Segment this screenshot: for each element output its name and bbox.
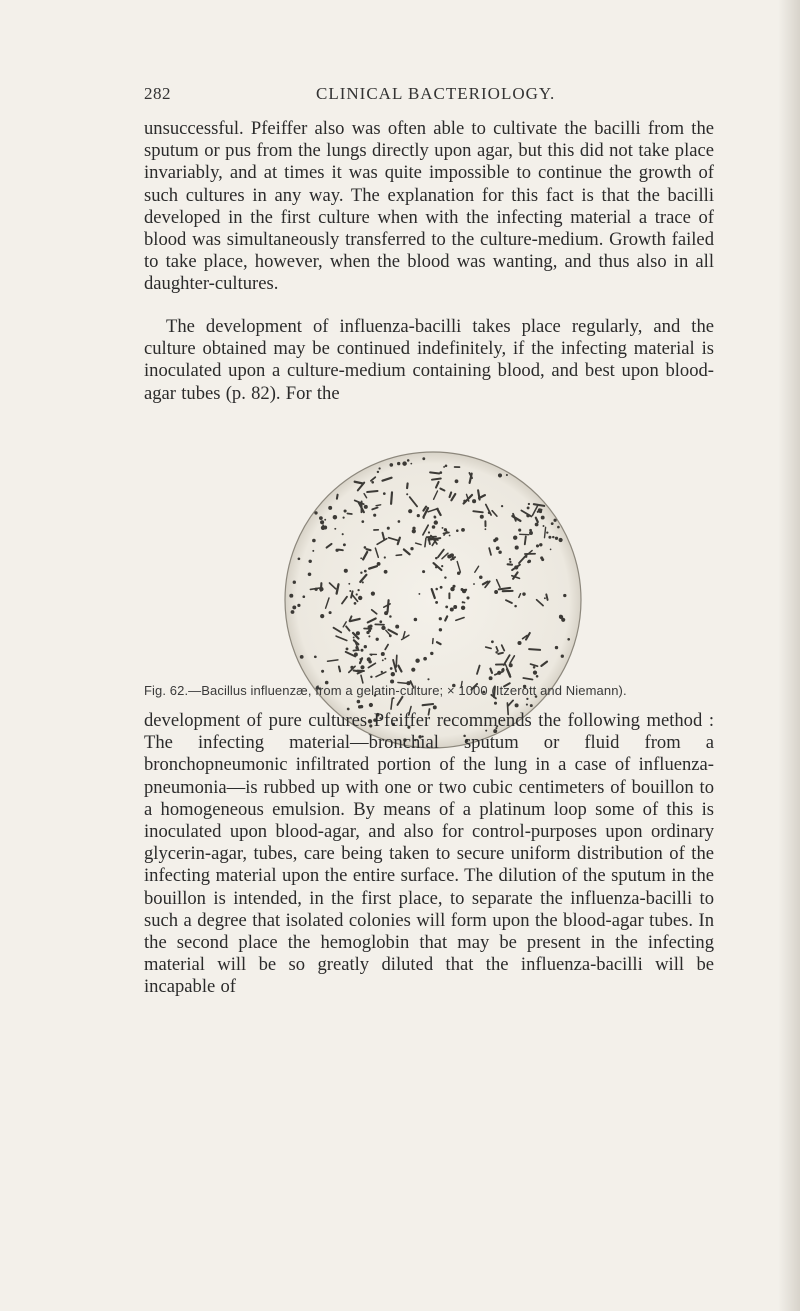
bacillus-rod [376,505,381,506]
running-head: CLINICAL BACTERIOLOGY. [316,84,556,103]
bacillus-dot [515,703,519,707]
bacillus-dot [381,652,385,656]
bacillus-rod [443,533,449,534]
bacillus-dot [391,672,395,676]
bacillus-dot [408,509,412,513]
bacillus-dot [289,594,293,598]
bacillus-dot [430,652,433,655]
bacillus-dot [410,547,413,550]
bacillus-dot [439,617,442,620]
bacillus-dot [360,572,362,574]
bacillus-dot [449,535,451,537]
bacillus-dot [441,565,443,567]
bacillus-dot [360,557,362,559]
bacillus-rod [396,655,397,667]
bacillus-dot [370,654,372,656]
bacillus-dot [439,628,442,631]
bacillus-dot [422,570,425,573]
bacillus-dot [444,576,446,578]
bacillus-dot [489,676,493,680]
bacillus-dot [368,660,371,663]
bacillus-dot [561,655,564,658]
bacillus-dot [343,543,346,546]
bacillus-dot [553,519,556,522]
bacillus-dot [292,605,296,609]
bacillus-dot [320,614,324,618]
bacillus-dot [522,592,525,595]
bacillus-dot [539,510,542,513]
bacillus-dot [402,461,406,465]
bacillus-dot [320,520,324,524]
bacillus-dot [501,505,503,507]
bacillus-dot [378,467,380,469]
bacillus-dot [384,658,386,660]
bacillus-dot [364,570,367,573]
bacillus-rod [425,538,426,546]
bacillus-rod [339,550,343,551]
bacillus-dot [344,569,348,573]
bacillus-dot [526,698,528,700]
bacillus-dot [528,503,530,505]
bacillus-dot [555,537,558,540]
bacillus-dot [493,539,496,542]
figure-caption: Fig. 62.—Bacillus influenzæ, from a gelatin-culture; × 1000 (Itzerott and Niemann). [144,683,627,698]
page-number: 282 [144,84,171,103]
bacillus-dot [364,505,368,509]
bacillus-dot [563,594,566,597]
bacillus-dot [433,705,437,709]
bacillus-rod [433,639,434,644]
bacillus-dot [395,625,399,629]
bacillus-dot [552,536,554,538]
bacillus-dot [546,531,548,533]
bacillus-dot [473,583,475,585]
bacillus-dot [536,675,539,678]
bacillus-dot [533,670,537,674]
bacillus-dot [361,520,364,523]
bacillus-dot [536,544,539,547]
bacillus-rod [432,479,441,480]
bacillus-dot [529,531,533,535]
bacillus-dot [312,539,316,543]
bacillus-dot [411,668,415,672]
bacillus-dot [370,676,372,678]
bacillus-dot [376,638,379,641]
bacillus-dot [443,466,445,468]
bacillus-dot [462,589,466,593]
bacillus-dot [383,492,386,495]
bacillus-dot [364,645,367,648]
bacillus-dot [461,606,465,610]
bacillus-rod [546,594,547,600]
bacillus-dot [355,646,358,649]
bacillus-dot [382,659,384,661]
bacillus-dot [293,581,296,584]
bacillus-dot [302,595,305,598]
bacillus-dot [479,576,483,580]
bacillus-rod [490,669,492,673]
bacillus-dot [530,704,533,707]
bacillus-dot [377,562,381,566]
bacillus-dot [366,631,369,634]
bacillus-dot [373,514,376,517]
bacillus-dot [369,625,372,628]
bacillus-dot [466,596,469,599]
bacillus-rod [354,671,360,672]
bacillus-dot [314,511,317,514]
bacillus-dot [324,519,326,521]
bacillus-rod [367,549,371,550]
bacillus-dot [452,585,455,588]
bacillus-dot [515,546,519,550]
bacillus-dot [356,631,360,635]
bacillus-dot [329,611,332,614]
bacillus-dot [435,601,438,604]
bacillus-dot [494,702,497,705]
bacillus-dot [308,573,312,577]
bacillus-dot [381,626,385,630]
bacillus-dot [423,657,427,661]
bacillus-dot [541,516,545,520]
bacillus-dot [344,509,347,512]
bacillus-dot [555,646,558,649]
bacillus-dot [360,665,364,669]
bacillus-dot [319,516,323,520]
bacillus-dot [407,459,410,462]
bacillus-dot [472,499,476,503]
bacillus-dot [397,462,400,465]
bacillus-dot [348,583,350,585]
bacillus-dot [496,546,500,550]
bacillus-dot [415,659,419,663]
bacillus-dot [456,529,459,532]
bacillus-dot [390,667,393,670]
bacillus-dot [359,658,361,660]
bacillus-rod [498,653,503,654]
bacillus-dot [308,560,311,563]
bacillus-dot [539,543,542,546]
bacillus-dot [389,463,393,467]
bacillus-rod [367,491,377,492]
bacillus-dot [328,506,332,510]
bacillus-rod [388,600,389,612]
bacillus-dot [314,588,317,591]
bacillus-dot [435,588,438,591]
bacillus-dot [343,517,345,519]
bacillus-dot [357,700,361,704]
bacillus-dot [526,704,528,706]
bacillus-rod [353,650,357,651]
bacillus-dot [480,515,484,519]
bacillus-dot [509,561,511,563]
bacillus-rod [525,537,526,545]
bacillus-rod [529,649,540,650]
bacillus-dot [298,557,301,560]
bacillus-rod [429,539,430,544]
bacillus-dot [371,481,374,484]
bacillus-dot [434,516,437,519]
bacillus-dot [414,618,418,622]
bacillus-rod [407,484,408,489]
bacillus-dot [535,523,539,527]
bacillus-dot [410,463,412,465]
bacillus-dot [461,528,465,532]
bacillus-rod [339,667,340,672]
bacillus-dot [517,641,521,645]
bacillus-dot [439,471,442,474]
bacillus-dot [379,620,382,623]
bacillus-dot [509,558,511,560]
bacillus-dot [435,557,438,560]
bacillus-rod [430,472,439,473]
bacillus-dot [434,520,438,524]
bacillus-dot [432,525,436,529]
bacillus-dot [371,592,375,596]
bacillus-dot [406,493,408,495]
bacillus-dot [548,536,551,539]
bacillus-dot [445,465,448,468]
bacillus-dot [533,666,536,669]
bacillus-dot [346,647,349,650]
bacillus-dot [356,593,358,595]
bacillus-dot [557,526,560,529]
bacillus-dot [455,479,459,483]
bacillus-dot [384,570,388,574]
paragraph-1: unsuccessful. Pfeiffer also was often able to cultivate the bacilli from the sputum or pus from the lungs directly upon agar, but this did not take place invariably, and at times it was quite impossible to continue the growth of such cultures in any way. The explanation for this fact is that the bacilli developed in the first culture when with the infecting material a trace of blood was simultaneously transferred to the culture-medium. Growth failed to take place, however, when the blood was wanting, and thus also in all daughter-cultures. [144,118,714,295]
bacillus-dot [518,529,521,532]
bacillus-dot [527,506,530,509]
bacillus-dot [529,529,532,532]
bacillus-dot [321,526,325,530]
bacillus-dot [528,560,531,563]
bacillus-rod [473,511,483,512]
bacillus-dot [354,602,357,605]
bacillus-dot [342,533,344,535]
bacillus-dot [384,556,386,558]
bacillus-dot [498,473,502,477]
bacillus-dot [540,556,543,559]
bacillus-dot [357,589,359,591]
bacillus-dot [353,637,355,639]
bacillus-dot [364,546,367,549]
bacillus-rod [337,495,338,499]
page-header [0,84,800,108]
bacillus-dot [427,678,429,680]
bacillus-dot [450,607,454,611]
bacillus-dot [494,590,498,594]
bacillus-dot [417,514,420,517]
bacillus-dot [333,515,338,520]
bacillus-dot [291,610,295,614]
bacillus-rod [423,704,434,705]
bacillus-dot [377,471,379,473]
bacillus-dot [389,634,392,637]
bacillus-dot [398,520,401,523]
bacillus-dot [544,597,546,599]
bacillus-dot [462,601,464,603]
bacillus-rod [391,492,392,504]
bacillus-dot [428,531,430,533]
bacillus-dot [453,605,457,609]
bacillus-dot [440,586,443,589]
bacillus-dot [513,536,517,540]
bacillus-dot [349,590,351,592]
bacillus-dot [418,593,420,595]
bacillus-dot [412,529,416,533]
bacillus-dot [506,474,508,476]
page-edge-shadow [778,0,800,1311]
bacillus-dot [502,668,504,670]
bacillus-dot [362,581,364,583]
bacillus-dot [319,587,323,591]
bacillus-dot [297,604,300,607]
bacillus-dot [550,549,552,551]
bacillus-dot [445,605,448,608]
bacillus-dot [561,618,565,622]
bacillus-dot [321,670,324,673]
bacillus-dot [387,527,390,530]
bacillus-dot [498,550,501,553]
bacillus-dot [559,538,563,542]
bacillus-dot [389,615,392,618]
bacillus-dot [314,655,317,658]
bacillus-dot [368,635,370,637]
bacillus-dot [334,528,336,530]
bacillus-dot [491,640,494,643]
bacillus-dot [358,596,362,600]
bacillus-rod [396,555,401,556]
bacillus-dot [567,638,570,641]
bacillus-dot [369,703,373,707]
paragraph-3: development of pure cultures Pfeiffer recommends the following method : The infecting material—bronchial sputum or fluid from a bronchopneumonic infiltrated portion of the lung in a case of influenza-pneumonia—is rubbed up with one or two cubic centimeters of bouillon to a homogeneous emulsion. By means of a platinum loop some of this is inoculated upon blood-agar, and also for control-purposes upon ordinary glycerin-agar, tubes, care being taken to secure uniform distribution of the infecting material upon the entire surface. The dilution of the sputum in the bouillon is intended, in the first place, to separate the influenza-bacilli to such a degree that isolated colonies will form upon the blood-agar tubes. In the second place the hemoglobin that may be present in the infecting material will be so greatly diluted that the influenza-bacilli will be incapable of [144,710,714,998]
bacillus-dot [300,655,304,659]
bacillus-dot [442,527,444,529]
bacillus-dot [422,457,425,460]
bacillus-dot [312,550,314,552]
bacillus-dot [514,605,517,608]
bacillus-dot [484,528,486,530]
bacillus-dot [509,663,513,667]
bacillus-dot [361,649,364,652]
paragraph-2: The development of influenza-bacilli takes place regularly, and the culture obtained may be continued indefinitely, if the infecting material is inoculated upon a culture-medium containing blood, and best upon blood-agar tubes (p. 82). For the [144,316,714,404]
bacillus-dot [551,522,554,525]
bacillus-dot [543,525,545,527]
bacillus-dot [358,705,361,708]
bacillus-rod [347,514,351,515]
